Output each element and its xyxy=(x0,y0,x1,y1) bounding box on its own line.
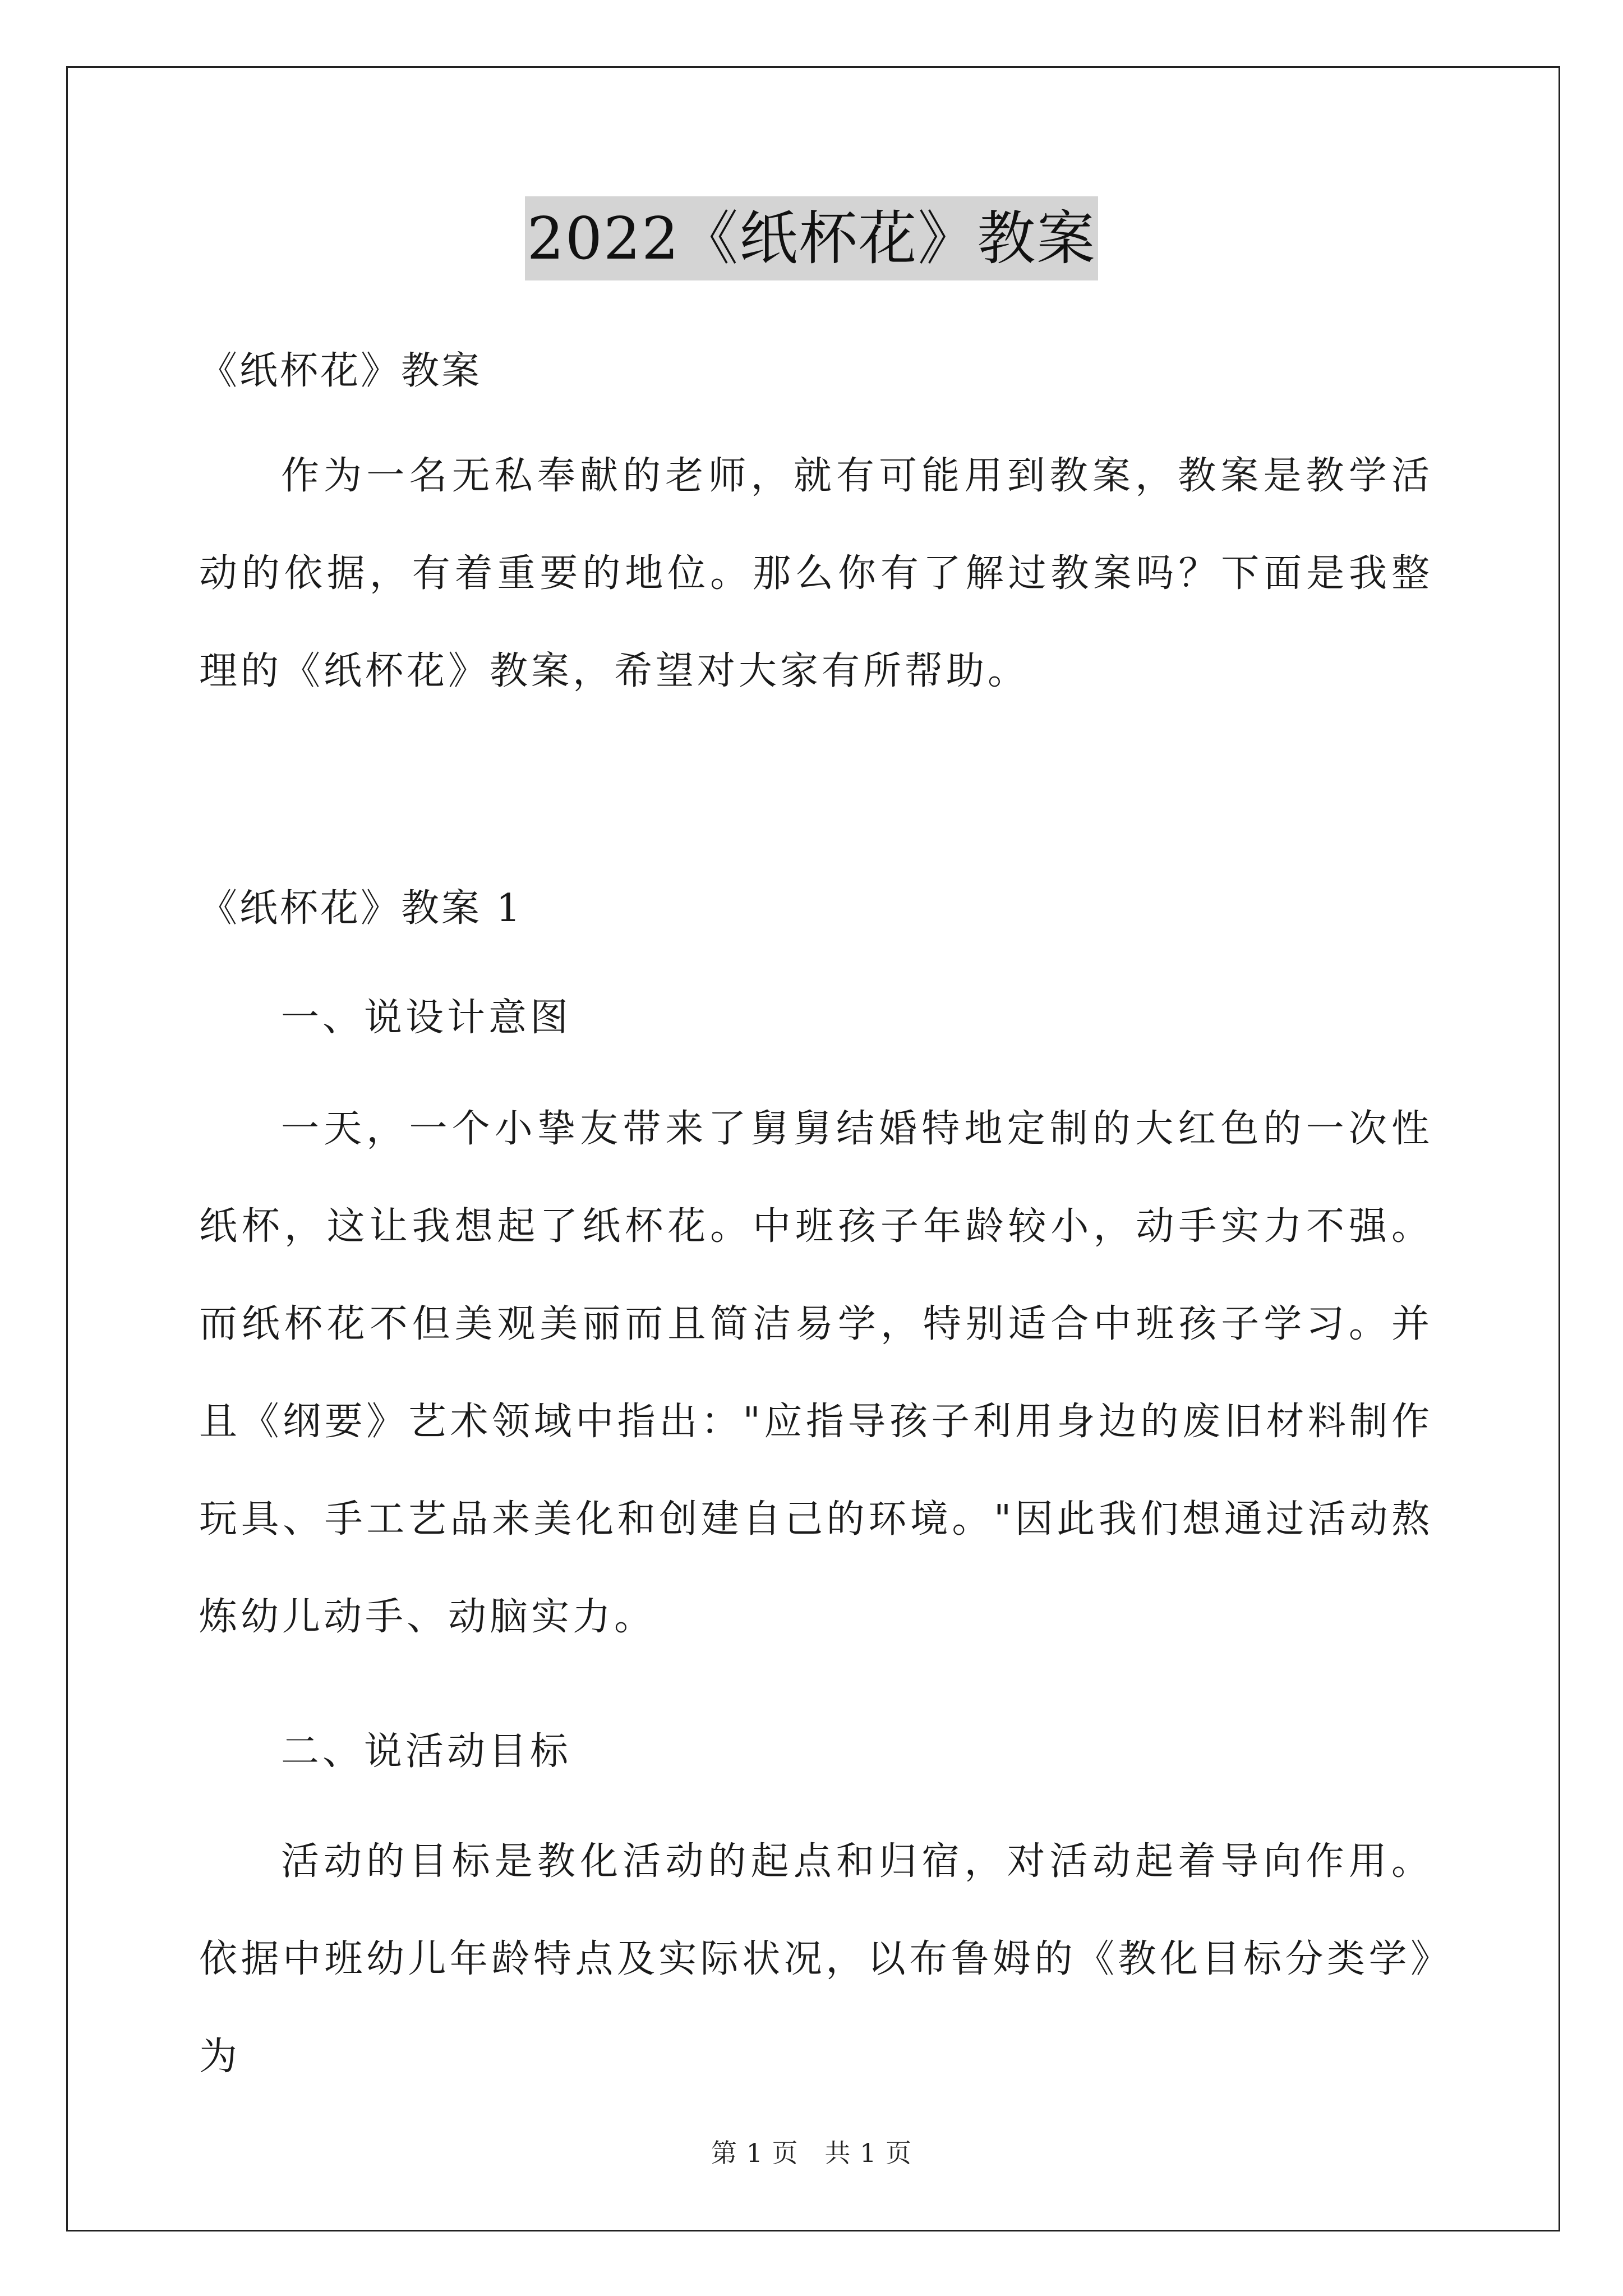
page-footer xyxy=(0,2133,1623,2170)
title-container xyxy=(0,196,1623,280)
document-subtitle: 《纸杯花》教案 xyxy=(199,349,482,393)
heading-design-intent: 一、说设计意图 xyxy=(281,996,572,1040)
section-title: 《纸杯花》教案 1 xyxy=(199,886,523,931)
page-number-label: 第 1 页 共 1 页 xyxy=(711,2138,912,2168)
paragraph-design-intent: 一天，一个小挚友带来了舅舅结婚特地定制的大红色的一次性纸杯，这让我想起了纸杯花。中班孩子年龄较小，动手实力不强。而纸杯花不但美观美丽而且简洁易学，特别适合中班孩子学习。并且《纲要》艺术领域中指出："应指导孩子利用身边的废旧材料制作玩具、手工艺品来美化和创建自己的环境。"因此我们想通过活动熬炼幼儿动手、动脑实力。 xyxy=(199,1107,1433,1639)
intro-paragraph: 作为一名无私奉献的老师，就有可能用到教案，教案是教学活动的依据，有着重要的地位。那么你有了解过教案吗？下面是我整理的《纸杯花》教案，希望对大家有所帮助。 xyxy=(199,454,1433,693)
heading-activity-goals: 二、说活动目标 xyxy=(281,1729,572,1774)
document-title: 2022《纸杯花》教案 xyxy=(525,196,1099,280)
paragraph-activity-goals: 活动的目标是教化活动的起点和归宿，对活动起着导向作用。依据中班幼儿年龄特点及实际状况，以布鲁姆的《教化目标分类学》为 xyxy=(199,1839,1433,2079)
